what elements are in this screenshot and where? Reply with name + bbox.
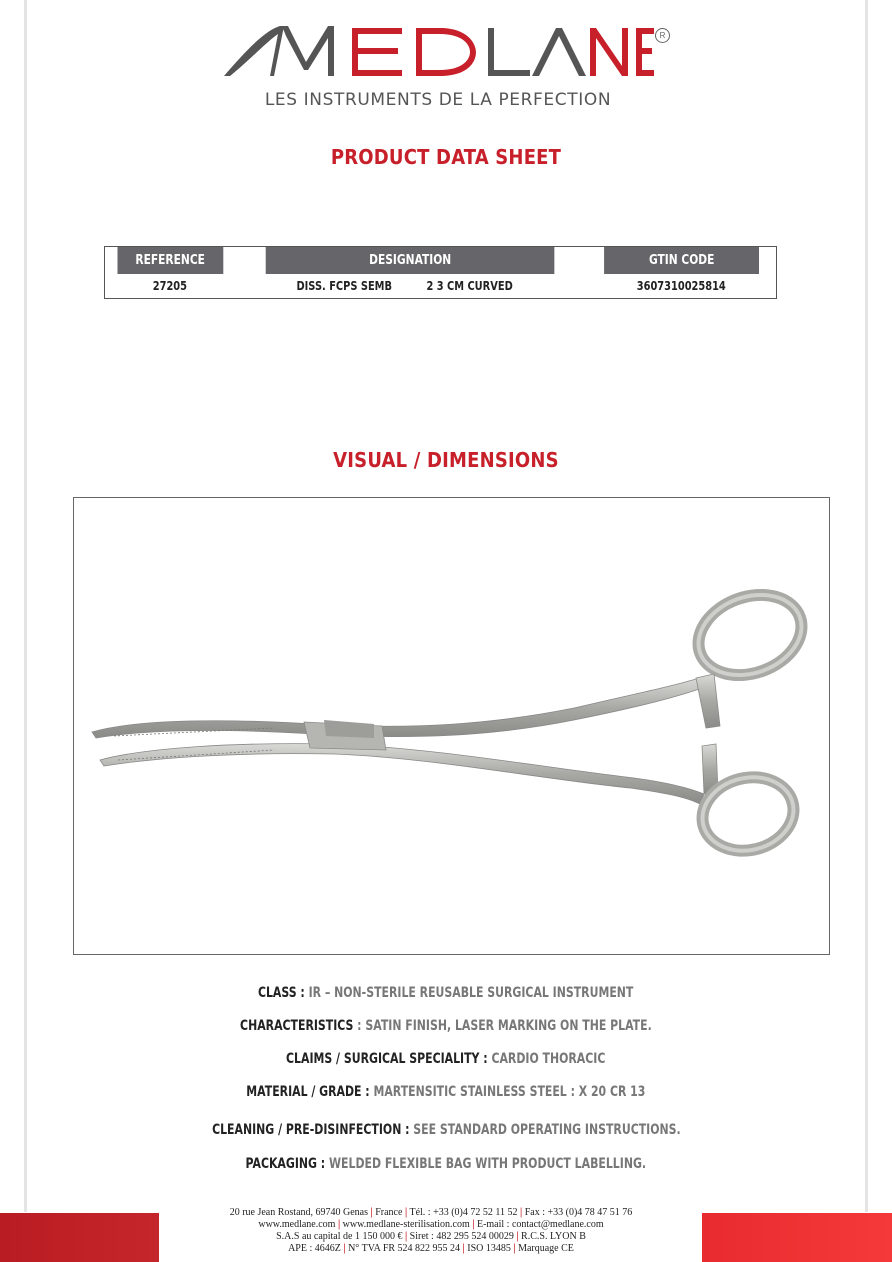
footer-tel: Tél. : +33 (0)4 72 52 11 52 [409, 1207, 518, 1218]
reference-table [104, 246, 777, 299]
table-row [105, 274, 777, 299]
spec-characteristics-label: CHARACTERISTICS [240, 1018, 354, 1034]
separator: | [343, 1243, 346, 1254]
table-header-row [105, 247, 777, 275]
designation-name: DISS. FCPS SEMB [296, 279, 393, 293]
header-gtin: GTIN CODE [604, 247, 760, 275]
reference-value: 27205 [152, 279, 187, 293]
footer-web-1[interactable]: www.medlane.com [258, 1219, 336, 1230]
footer-ape: APE : 4646Z [288, 1243, 341, 1254]
spec-cleaning [0, 1122, 892, 1138]
spec-characteristics-value: : SATIN FINISH, LASER MARKING ON THE PLATE. [353, 1018, 652, 1034]
separator: | [370, 1207, 373, 1218]
footer-tva: N° TVA FR 524 822 955 24 [348, 1243, 461, 1254]
header-designation: DESIGNATION [266, 247, 555, 275]
cell-reference [105, 274, 235, 299]
footer-address: 20 rue Jean Rostand, 69740 Genas [229, 1207, 369, 1218]
spec-cleaning-value: SEE STANDARD OPERATING INSTRUCTIONS. [409, 1122, 681, 1138]
brand-tagline: LES INSTRUMENTS DE LA PERFECTION [264, 90, 612, 110]
spec-cleaning-label: CLEANING / PRE-DISINFECTION : [211, 1122, 410, 1138]
spec-claims [0, 1051, 892, 1067]
footer-country: France [375, 1207, 403, 1218]
separator: | [337, 1219, 341, 1230]
footer-ce: Marquage CE [518, 1243, 574, 1254]
spec-packaging-value: WELDED FLEXIBLE BAG WITH PRODUCT LABELLING. [325, 1156, 647, 1172]
spec-characteristics [0, 1018, 892, 1034]
footer-capital: S.A.S au capital de 1 150 000 € [276, 1231, 403, 1242]
visual-dimensions-title: VISUAL / DIMENSIONS [333, 448, 559, 472]
brand-logo [218, 18, 674, 118]
spec-class [0, 985, 892, 1001]
footer-rcs: R.C.S. LYON B [521, 1231, 586, 1242]
spec-material-value: MARTENSITIC STAINLESS STEEL : X 20 CR 13 [369, 1084, 646, 1100]
medlane-logo-icon [218, 18, 658, 88]
footer-siret: Siret : 482 295 524 00029 [409, 1231, 514, 1242]
footer-line-3 [160, 1231, 702, 1243]
header-reference: REFERENCE [116, 247, 222, 275]
spec-material [0, 1084, 892, 1100]
footer-iso: ISO 13485 [467, 1243, 511, 1254]
separator: | [404, 1231, 408, 1242]
gtin-value: 3607310025814 [636, 279, 726, 293]
cell-designation [234, 274, 586, 299]
spec-class-value: IR – NON-STERILE REUSABLE SURGICAL INSTRUMENT [305, 985, 634, 1001]
footer-line-4 [160, 1243, 702, 1255]
designation-size: 2 3 CM CURVED [426, 279, 513, 293]
spec-packaging-label: PACKAGING : [245, 1156, 326, 1172]
product-visual-frame [73, 497, 830, 955]
separator: | [520, 1207, 523, 1218]
spec-class-label: CLASS : [258, 985, 306, 1001]
spec-claims-label: CLAIMS / SURGICAL SPECIALITY : [286, 1051, 488, 1067]
curved-forceps-icon [74, 498, 829, 954]
separator: | [513, 1243, 516, 1254]
footer-fax: Fax : +33 (0)4 78 47 51 76 [524, 1207, 633, 1218]
footer-email[interactable]: E-mail : contact@medlane.com [476, 1219, 604, 1230]
footer-web-2[interactable]: www.medlane-sterilisation.com [342, 1219, 470, 1230]
footer-line-2 [160, 1219, 702, 1231]
registered-mark: R [655, 28, 670, 43]
spec-packaging [0, 1156, 892, 1172]
spec-claims-value: CARDIO THORACIC [487, 1051, 606, 1067]
footer-red-bar-left [0, 1213, 159, 1262]
separator: | [462, 1243, 465, 1254]
company-footer [160, 1207, 702, 1255]
separator: | [404, 1207, 408, 1218]
cell-gtin [587, 274, 777, 299]
spec-material-label: MATERIAL / GRADE : [246, 1084, 370, 1100]
product-data-sheet-title: PRODUCT DATA SHEET [330, 145, 562, 169]
footer-line-1 [160, 1207, 702, 1219]
separator: | [472, 1219, 475, 1230]
footer-red-bar-right [702, 1213, 892, 1262]
separator: | [516, 1231, 519, 1242]
